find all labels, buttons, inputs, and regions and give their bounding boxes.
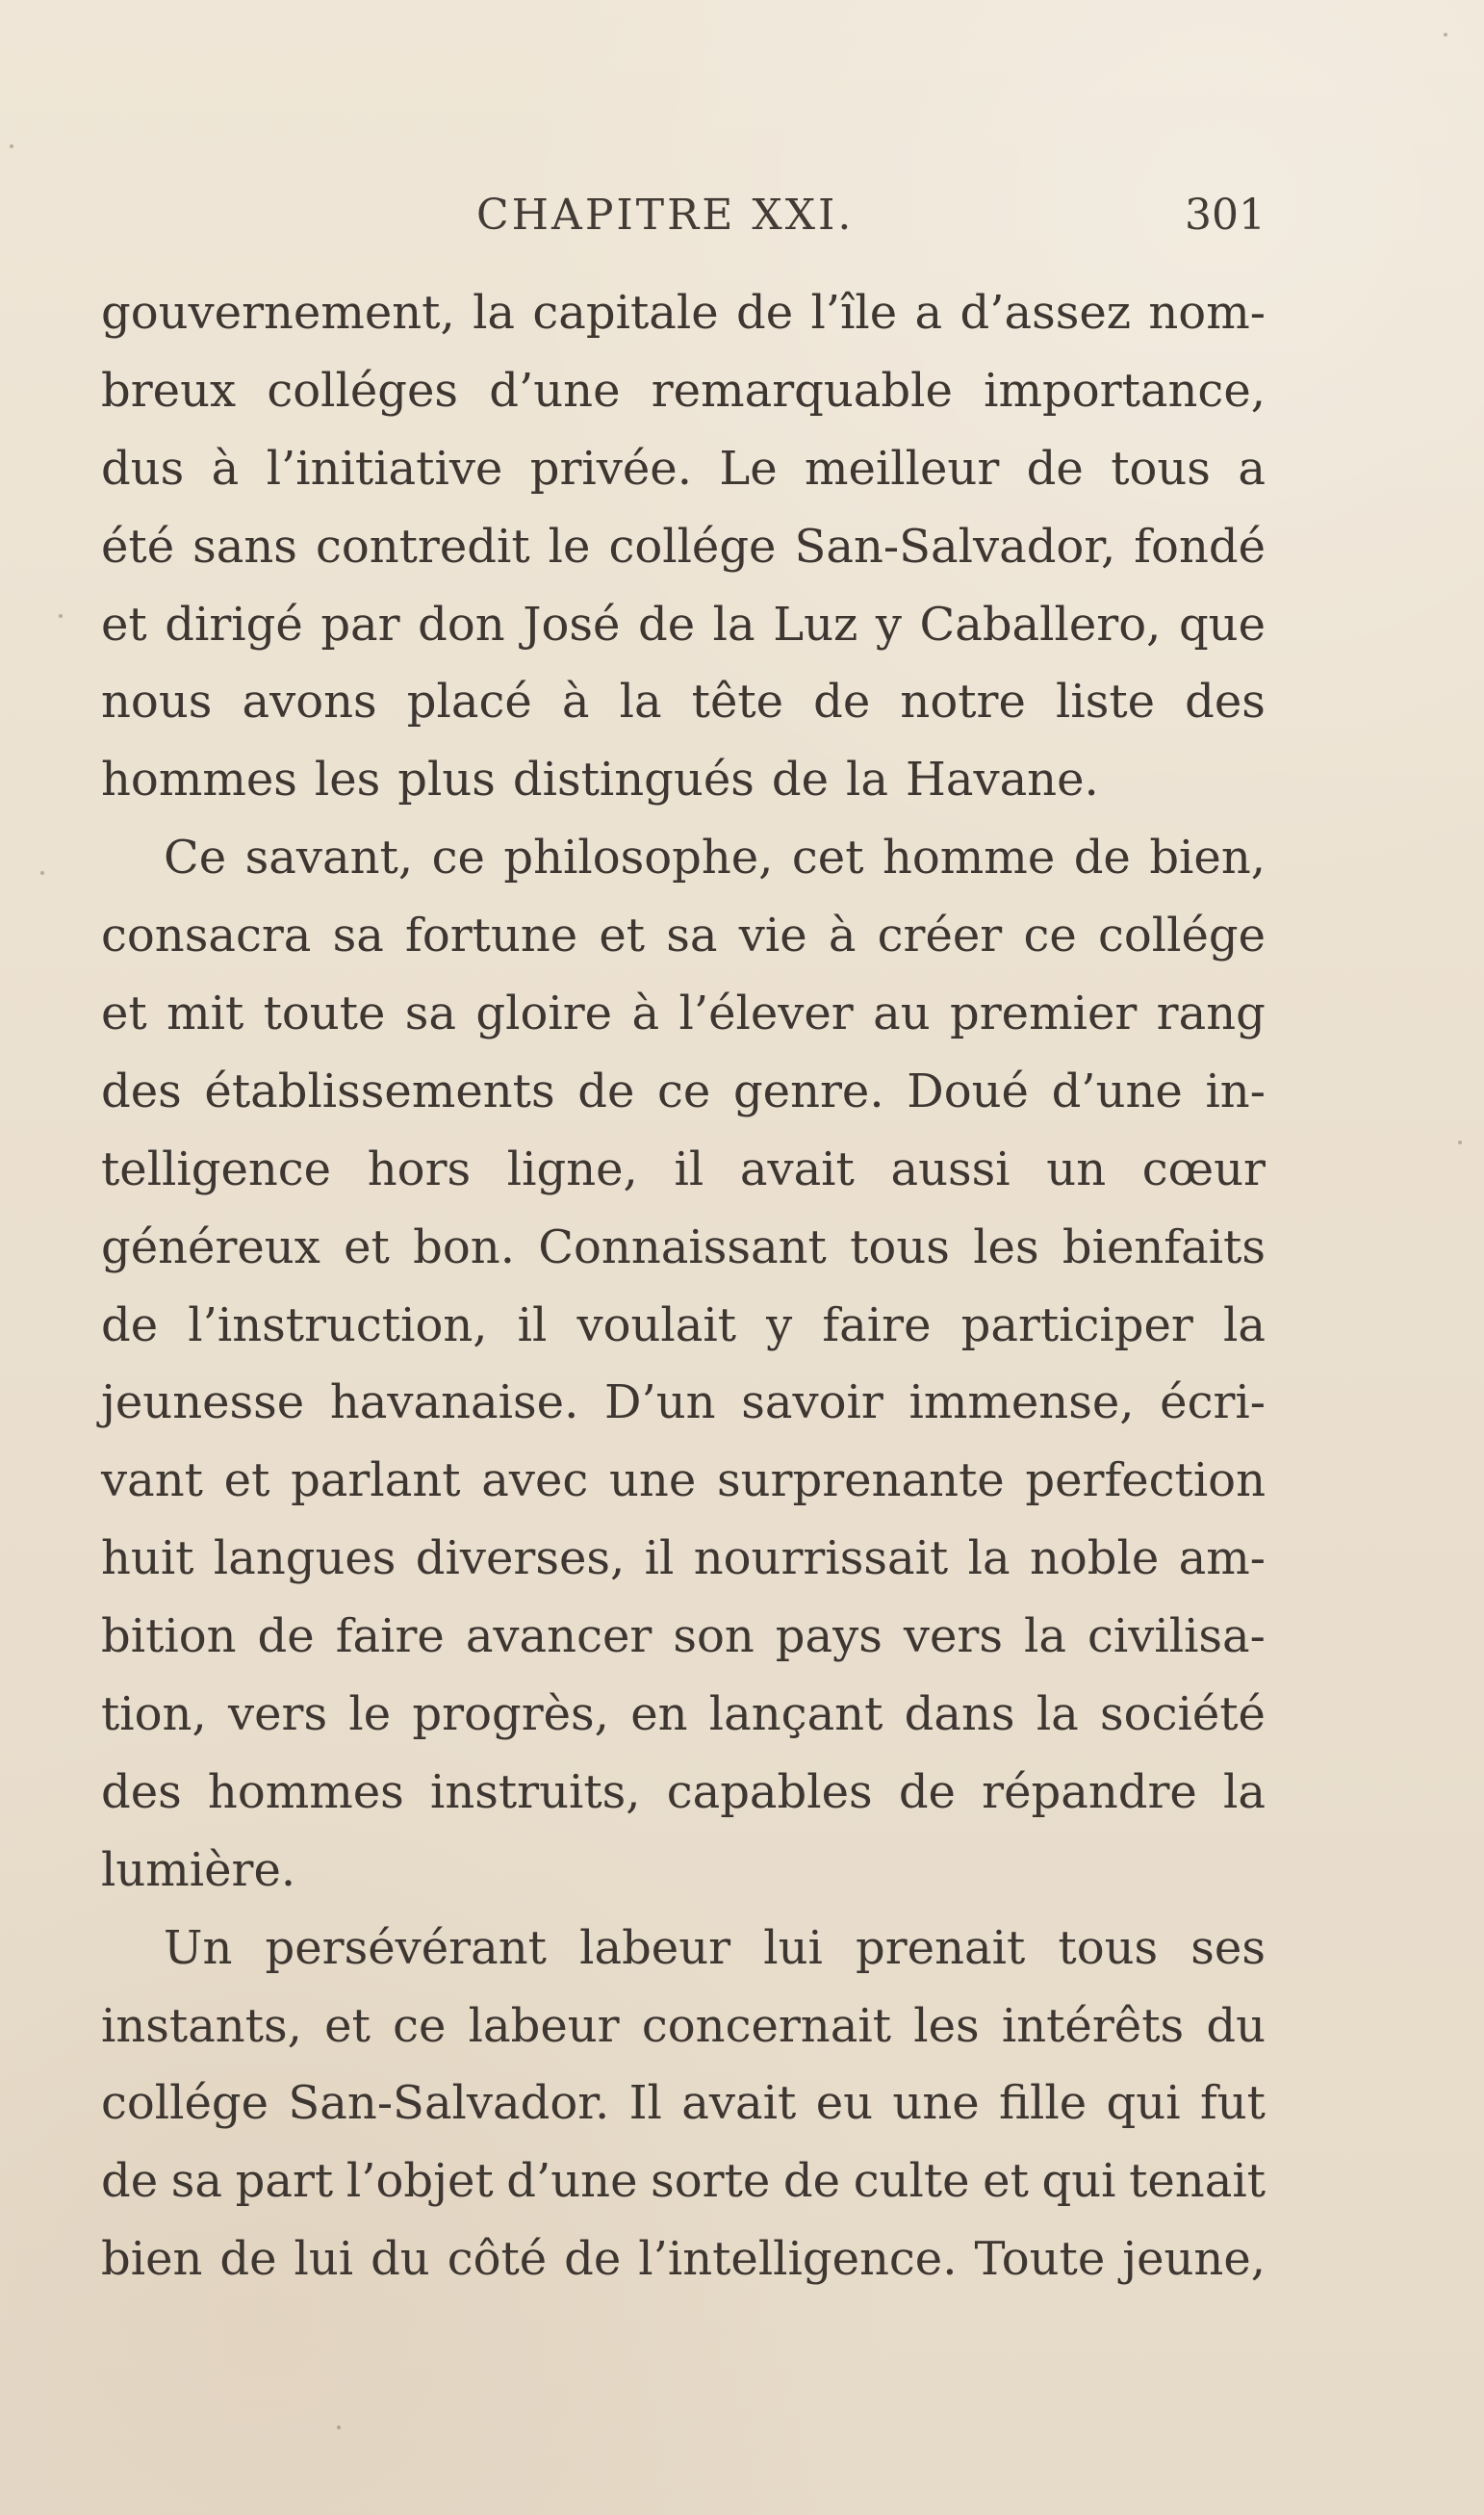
text-word: et <box>599 909 646 963</box>
text-word: l’élever <box>678 987 854 1041</box>
text-line-16 <box>101 1442 1266 1520</box>
text-word: diverses, <box>415 1531 626 1586</box>
text-word: la <box>1024 1609 1066 1664</box>
text-word: société <box>1100 1687 1266 1742</box>
text-word: capables <box>666 1764 873 1819</box>
text-word: hommes <box>101 753 297 808</box>
text-word: de <box>219 2232 277 2287</box>
text-word: parlant <box>291 1453 461 1508</box>
text-word: il <box>517 1297 548 1352</box>
text-word: avancer <box>465 1609 652 1664</box>
text-word: de <box>782 2154 841 2209</box>
text-word: établissements <box>204 1064 555 1118</box>
text-word: bienfaits <box>1062 1219 1266 1274</box>
text-word: prenait <box>856 1920 1026 1975</box>
text-word: de <box>1073 831 1131 885</box>
text-word: eu <box>815 2076 874 2131</box>
text-word: toute <box>263 987 386 1041</box>
text-word: en <box>630 1687 688 1742</box>
text-word: labeur <box>579 1920 731 1975</box>
paper-speck <box>59 614 63 618</box>
text-word: labeur <box>468 1998 620 2053</box>
text-word: les <box>913 1998 980 2053</box>
text-line-12 <box>101 1131 1266 1209</box>
text-word: qui <box>1106 2076 1181 2131</box>
text-word: et <box>983 2154 1029 2209</box>
text-word: tenait <box>1129 2154 1266 2209</box>
text-line-23 <box>101 1988 1266 2066</box>
text-word: notre <box>900 675 1026 730</box>
text-word: un <box>1046 1142 1107 1196</box>
text-word: collége <box>608 519 777 574</box>
text-word: et <box>223 1453 270 1508</box>
text-word: lançant <box>708 1687 883 1742</box>
text-word: l’objet <box>345 2154 494 2209</box>
text-word: Havane. <box>905 753 1099 808</box>
text-word: progrès, <box>412 1687 609 1742</box>
text-word: tous <box>1058 1920 1159 1975</box>
page-number: 301 <box>1185 191 1266 240</box>
text-word: l’intelligence. <box>638 2232 958 2287</box>
text-word: Ce <box>164 831 227 885</box>
text-word: de <box>564 2232 622 2287</box>
text-word: breux <box>101 363 237 418</box>
text-word: noble <box>1029 1531 1160 1586</box>
text-word: sa <box>170 2154 223 2209</box>
text-word: de <box>637 597 696 652</box>
text-word: tous <box>850 1219 950 1274</box>
text-word: gloire <box>475 987 613 1041</box>
paper-speck <box>337 2425 341 2429</box>
text-line-25 <box>101 2143 1266 2220</box>
text-word: que <box>1178 597 1266 652</box>
text-word: sa <box>666 909 718 963</box>
text-word: du <box>371 2232 430 2287</box>
text-word: pays <box>775 1609 883 1664</box>
text-word: contredit <box>315 519 530 574</box>
text-line-22 <box>101 1910 1266 1988</box>
text-word: été <box>101 519 175 574</box>
text-word: lui <box>763 1920 823 1975</box>
text-word: de <box>257 1609 315 1664</box>
text-word: philosophe, <box>503 831 774 885</box>
text-word: avait <box>681 2076 797 2131</box>
text-line-7 <box>101 741 1266 819</box>
text-word: fondé <box>1134 519 1266 574</box>
text-line-17 <box>101 1520 1266 1598</box>
text-word: lui <box>294 2232 354 2287</box>
text-word: d’une <box>506 2154 638 2209</box>
text-word: l’instruction, <box>188 1297 488 1352</box>
text-word: rang <box>1156 987 1266 1041</box>
text-word: placé <box>406 675 532 730</box>
text-line-9 <box>101 897 1266 975</box>
text-word: la <box>1222 1297 1266 1352</box>
text-word: liste <box>1055 675 1156 730</box>
text-word: Il <box>628 2076 662 2131</box>
text-word: civilisa- <box>1087 1609 1266 1664</box>
text-word: et <box>344 1219 390 1274</box>
text-word: collége <box>1097 909 1266 963</box>
text-word: lumière. <box>101 1842 296 1897</box>
text-word: ce <box>1023 909 1077 963</box>
text-word: ce <box>431 831 485 885</box>
text-word: des <box>101 1764 182 1819</box>
text-word: fortune <box>405 909 578 963</box>
text-word: bition <box>101 1609 237 1664</box>
chapter-title: CHAPITRE XXI. <box>476 191 855 240</box>
text-word: gouvernement, <box>101 286 455 340</box>
text-word: hors <box>367 1142 472 1196</box>
text-word: fille <box>999 2076 1087 2131</box>
text-word: participer <box>960 1297 1193 1352</box>
text-line-4 <box>101 508 1266 586</box>
text-word: bien, <box>1149 831 1266 885</box>
text-word: vant <box>101 1453 203 1508</box>
text-word: savant, <box>244 831 414 885</box>
text-word: avec <box>481 1453 589 1508</box>
text-word: de <box>101 1297 159 1352</box>
text-word: d’une <box>1051 1064 1183 1118</box>
text-word: nourrissait <box>693 1531 949 1586</box>
text-word: Le <box>719 441 778 496</box>
text-word: côté <box>447 2232 548 2287</box>
text-word: remarquable <box>651 363 953 418</box>
text-word: Doué <box>907 1064 1029 1118</box>
text-word: à <box>561 675 590 730</box>
text-word: a <box>914 286 943 340</box>
text-word: faire <box>822 1297 932 1352</box>
text-word: consacra <box>101 909 312 963</box>
text-word: intérêts <box>1001 1998 1185 2053</box>
text-word: aussi <box>890 1142 1011 1196</box>
text-word: créer <box>877 909 1003 963</box>
text-line-19 <box>101 1676 1266 1754</box>
text-word: une <box>609 1453 697 1508</box>
text-line-21 <box>101 1832 1266 1910</box>
text-word: la <box>846 753 888 808</box>
text-word: ce <box>393 1998 447 2053</box>
text-word: cet <box>791 831 864 885</box>
paper-speck <box>1458 1141 1462 1144</box>
text-word: et <box>324 1998 371 2053</box>
text-word: à <box>211 441 240 496</box>
text-word: le <box>348 1687 392 1742</box>
text-word: nous <box>101 675 213 730</box>
text-word: à <box>828 909 857 963</box>
text-word: la <box>1222 1764 1266 1819</box>
text-word: tous <box>1111 441 1211 496</box>
text-word: jeunesse <box>101 1375 305 1430</box>
text-word: ce <box>657 1064 711 1118</box>
text-word: collége <box>101 2076 269 2131</box>
text-word: son <box>673 1609 755 1664</box>
text-word: et <box>101 987 147 1041</box>
text-word: sa <box>332 909 384 963</box>
text-word: dirigé <box>165 597 303 652</box>
text-word: des <box>1185 675 1266 730</box>
text-word: distingués <box>512 753 755 808</box>
text-word: plus <box>397 753 496 808</box>
text-word: premier <box>950 987 1138 1041</box>
text-word: José <box>523 597 621 652</box>
text-word: les <box>973 1219 1039 1274</box>
text-word: la <box>1036 1687 1079 1742</box>
text-word: de <box>898 1764 956 1819</box>
text-word: y <box>766 1297 793 1352</box>
text-word: part <box>235 2154 334 2209</box>
text-word: il <box>674 1142 704 1196</box>
text-word: in- <box>1205 1064 1266 1118</box>
text-word: mit <box>166 987 244 1041</box>
text-word: tête <box>691 675 784 730</box>
text-line-5 <box>101 586 1266 664</box>
text-word: sorte <box>651 2154 771 2209</box>
text-word: cœur <box>1141 1142 1266 1196</box>
text-line-24 <box>101 2065 1266 2143</box>
text-word: la <box>967 1531 1011 1586</box>
text-word: répandre <box>982 1764 1197 1819</box>
text-word: à <box>631 987 660 1041</box>
paper-speck <box>10 144 13 148</box>
text-line-1 <box>101 274 1266 352</box>
text-line-13 <box>101 1209 1266 1287</box>
text-word: la <box>712 597 755 652</box>
text-word: d’assez <box>959 286 1132 340</box>
text-word: sa <box>404 987 457 1041</box>
text-word: concernait <box>641 1998 891 2053</box>
text-word: instruits, <box>429 1764 641 1819</box>
text-word: San-Salvador, <box>794 519 1116 574</box>
text-word: la <box>619 675 662 730</box>
text-word: genre. <box>732 1064 884 1118</box>
page-text <box>101 274 1266 2298</box>
text-line-18 <box>101 1598 1266 1676</box>
text-word: importance, <box>984 363 1266 418</box>
text-word: Luz <box>773 597 858 652</box>
text-word: dus <box>101 441 185 496</box>
text-word: Connaissant <box>538 1219 827 1274</box>
text-word: de <box>101 2154 159 2209</box>
text-line-15 <box>101 1364 1266 1442</box>
page-header <box>101 191 1266 248</box>
text-word: culte <box>853 2154 970 2209</box>
text-word: jeune, <box>1122 2232 1266 2287</box>
text-word: am- <box>1178 1531 1266 1586</box>
text-word: écri- <box>1160 1375 1266 1430</box>
text-word: meilleur <box>805 441 1000 496</box>
text-word: surprenante <box>716 1453 1005 1508</box>
text-word: huit <box>101 1531 194 1586</box>
text-line-3 <box>101 430 1266 508</box>
text-word: havanaise. <box>329 1375 579 1430</box>
text-line-14 <box>101 1287 1266 1365</box>
text-word: des <box>101 1064 182 1118</box>
text-line-2 <box>101 352 1266 430</box>
text-word: colléges <box>267 363 458 418</box>
text-word: de <box>735 286 794 340</box>
text-word: instants, <box>101 1998 302 2053</box>
text-word: ses <box>1190 1920 1266 1975</box>
text-word: du <box>1206 1998 1266 2053</box>
text-word: de <box>771 753 829 808</box>
text-word: immense, <box>908 1375 1135 1430</box>
text-word: Caballero, <box>919 597 1162 652</box>
text-word: hommes <box>207 1764 404 1819</box>
text-word: perfection <box>1025 1453 1266 1508</box>
text-word: capitale <box>532 286 719 340</box>
text-word: fut <box>1199 2076 1266 2131</box>
text-line-20 <box>101 1754 1266 1832</box>
text-word: San-Salvador. <box>288 2076 610 2131</box>
text-word: voulait <box>576 1297 737 1352</box>
text-word: nom- <box>1148 286 1266 340</box>
text-word: faire <box>335 1609 445 1664</box>
text-word: par <box>320 597 400 652</box>
text-word: D’un <box>604 1375 716 1430</box>
text-word: langues <box>213 1531 397 1586</box>
text-word: don <box>418 597 505 652</box>
text-word: il <box>644 1531 675 1586</box>
text-word: au <box>873 987 931 1041</box>
text-word: avons <box>242 675 377 730</box>
text-word: vers <box>903 1609 1004 1664</box>
text-word: y <box>875 597 902 652</box>
text-word: a <box>1238 441 1266 496</box>
text-word: savoir <box>741 1375 883 1430</box>
text-word: sans <box>192 519 297 574</box>
text-line-11 <box>101 1053 1266 1131</box>
text-word: ligne, <box>506 1142 638 1196</box>
text-word: vie <box>738 909 807 963</box>
text-word: dans <box>904 1687 1015 1742</box>
text-word: Toute <box>974 2232 1106 2287</box>
text-line-10 <box>101 975 1266 1053</box>
text-word: généreux <box>101 1219 320 1274</box>
text-line-8 <box>101 819 1266 897</box>
text-word: homme <box>882 831 1056 885</box>
text-word: avait <box>739 1142 855 1196</box>
paper-speck <box>40 871 44 875</box>
text-word: les <box>314 753 381 808</box>
text-word: persévérant <box>265 1920 547 1975</box>
text-word: d’une <box>489 363 621 418</box>
text-word: qui <box>1041 2154 1116 2209</box>
paper-speck <box>1444 33 1447 37</box>
text-word: bien <box>101 2232 203 2287</box>
text-word: telligence <box>101 1142 332 1196</box>
text-word: la <box>473 286 516 340</box>
text-word: l’initiative <box>266 441 503 496</box>
text-word: Un <box>164 1920 233 1975</box>
text-word: de <box>577 1064 635 1118</box>
text-word: bon. <box>413 1219 515 1274</box>
text-word: l’île <box>810 286 898 340</box>
text-word: de <box>1026 441 1084 496</box>
text-word: une <box>892 2076 980 2131</box>
text-word: de <box>813 675 871 730</box>
text-line-6 <box>101 663 1266 741</box>
text-word: le <box>548 519 591 574</box>
text-word: privée. <box>529 441 692 496</box>
text-line-26 <box>101 2220 1266 2298</box>
text-word: tion, <box>101 1687 207 1742</box>
text-word: vers <box>227 1687 328 1742</box>
text-word: et <box>101 597 147 652</box>
